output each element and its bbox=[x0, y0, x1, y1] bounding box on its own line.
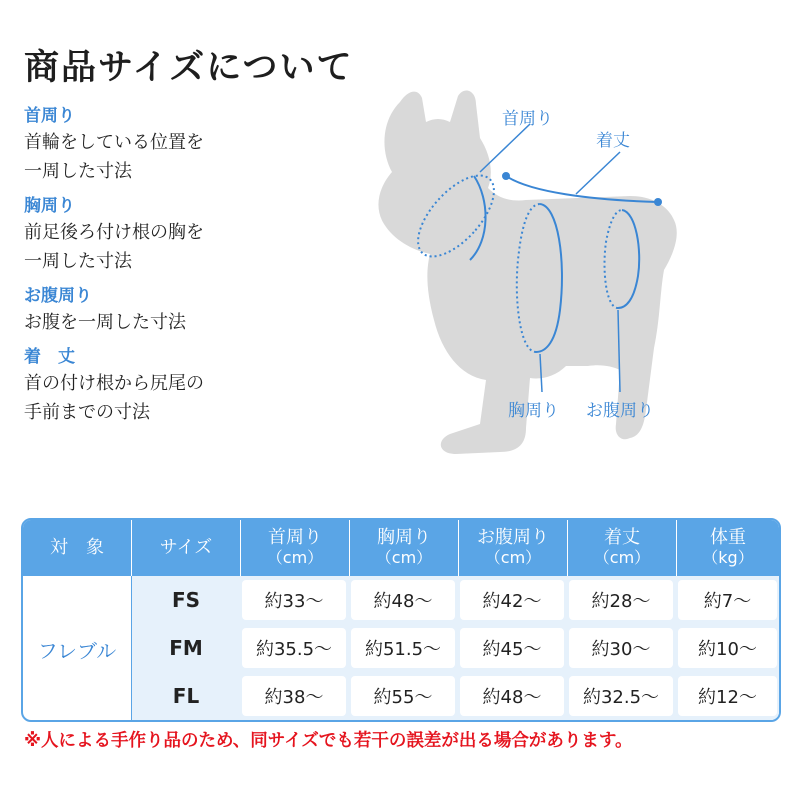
definition-term: お腹周り bbox=[24, 286, 92, 306]
header-belly bbox=[459, 520, 567, 576]
table-row bbox=[132, 624, 781, 672]
header-label: 首周り bbox=[268, 527, 322, 548]
value-cell: 約35.5～ bbox=[242, 628, 346, 668]
length-measure bbox=[502, 131, 662, 206]
header-size bbox=[132, 520, 240, 576]
definition-neck bbox=[24, 104, 264, 186]
value-cell: 約51.5～ bbox=[351, 628, 455, 668]
header-label: お腹周り bbox=[477, 527, 549, 548]
value-cell: 約33～ bbox=[242, 580, 346, 620]
size-cell: FS bbox=[171, 588, 201, 612]
header-label: 対 象 bbox=[50, 537, 104, 558]
page-title: 商品サイズについて bbox=[24, 48, 354, 88]
chest-label: 胸周り bbox=[508, 401, 559, 421]
definition-desc: 首輪をしている位置を 一周した寸法 bbox=[24, 132, 204, 182]
definition-desc: 前足後ろ付け根の胸を 一周した寸法 bbox=[24, 222, 204, 272]
neck-label: 首周り bbox=[502, 109, 553, 129]
dog-silhouette bbox=[378, 90, 676, 454]
header-chest bbox=[350, 520, 458, 576]
definition-belly bbox=[24, 284, 264, 337]
table-header bbox=[23, 520, 779, 576]
header-label: 胸周り bbox=[377, 527, 431, 548]
definition-chest bbox=[24, 194, 264, 276]
header-length bbox=[568, 520, 676, 576]
header-unit: （cm） bbox=[266, 548, 324, 567]
table-row bbox=[132, 576, 781, 624]
length-label: 着丈 bbox=[596, 131, 630, 151]
value-cell: 約10～ bbox=[678, 628, 777, 668]
value-cell: 約30～ bbox=[569, 628, 673, 668]
value-cell: 約55～ bbox=[351, 676, 455, 716]
header-label: サイズ bbox=[159, 537, 213, 558]
value-cell: 約28～ bbox=[569, 580, 673, 620]
header-label: 体重 bbox=[710, 527, 746, 548]
header-neck bbox=[241, 520, 349, 576]
category-cell: フレブル bbox=[37, 638, 117, 663]
value-cell: 約32.5～ bbox=[569, 676, 673, 716]
value-cell: 約48～ bbox=[351, 580, 455, 620]
definition-desc: 首の付け根から尻尾の 手前までの寸法 bbox=[24, 373, 204, 423]
value-cell: 約7～ bbox=[678, 580, 777, 620]
size-table bbox=[21, 518, 781, 722]
header-target bbox=[23, 520, 131, 576]
definition-term: 胸周り bbox=[24, 196, 75, 216]
definition-desc: お腹を一周した寸法 bbox=[24, 312, 186, 333]
definition-term: 首周り bbox=[24, 106, 75, 126]
size-cell: FM bbox=[169, 636, 203, 660]
dog-measurement-diagram bbox=[330, 80, 710, 480]
definition-length bbox=[24, 345, 264, 427]
header-unit: （kg） bbox=[702, 548, 754, 567]
measurement-definitions bbox=[24, 104, 264, 435]
value-cell: 約42～ bbox=[460, 580, 564, 620]
header-unit: （cm） bbox=[593, 548, 651, 567]
header-weight bbox=[677, 520, 779, 576]
definition-term: 着 丈 bbox=[24, 347, 75, 367]
value-cell: 約48～ bbox=[460, 676, 564, 716]
header-label: 着丈 bbox=[604, 527, 640, 548]
belly-label: お腹周り bbox=[586, 401, 654, 421]
table-row bbox=[132, 672, 781, 722]
value-cell: 約38～ bbox=[242, 676, 346, 716]
value-cell: 約45～ bbox=[460, 628, 564, 668]
value-cell: 約12～ bbox=[678, 676, 777, 716]
header-unit: （cm） bbox=[375, 548, 433, 567]
disclaimer-note: ※人による手作り品のため、同サイズでも若干の誤差が出る場合があります。 bbox=[24, 731, 633, 751]
size-cell: FL bbox=[172, 684, 200, 708]
header-unit: （cm） bbox=[484, 548, 542, 567]
